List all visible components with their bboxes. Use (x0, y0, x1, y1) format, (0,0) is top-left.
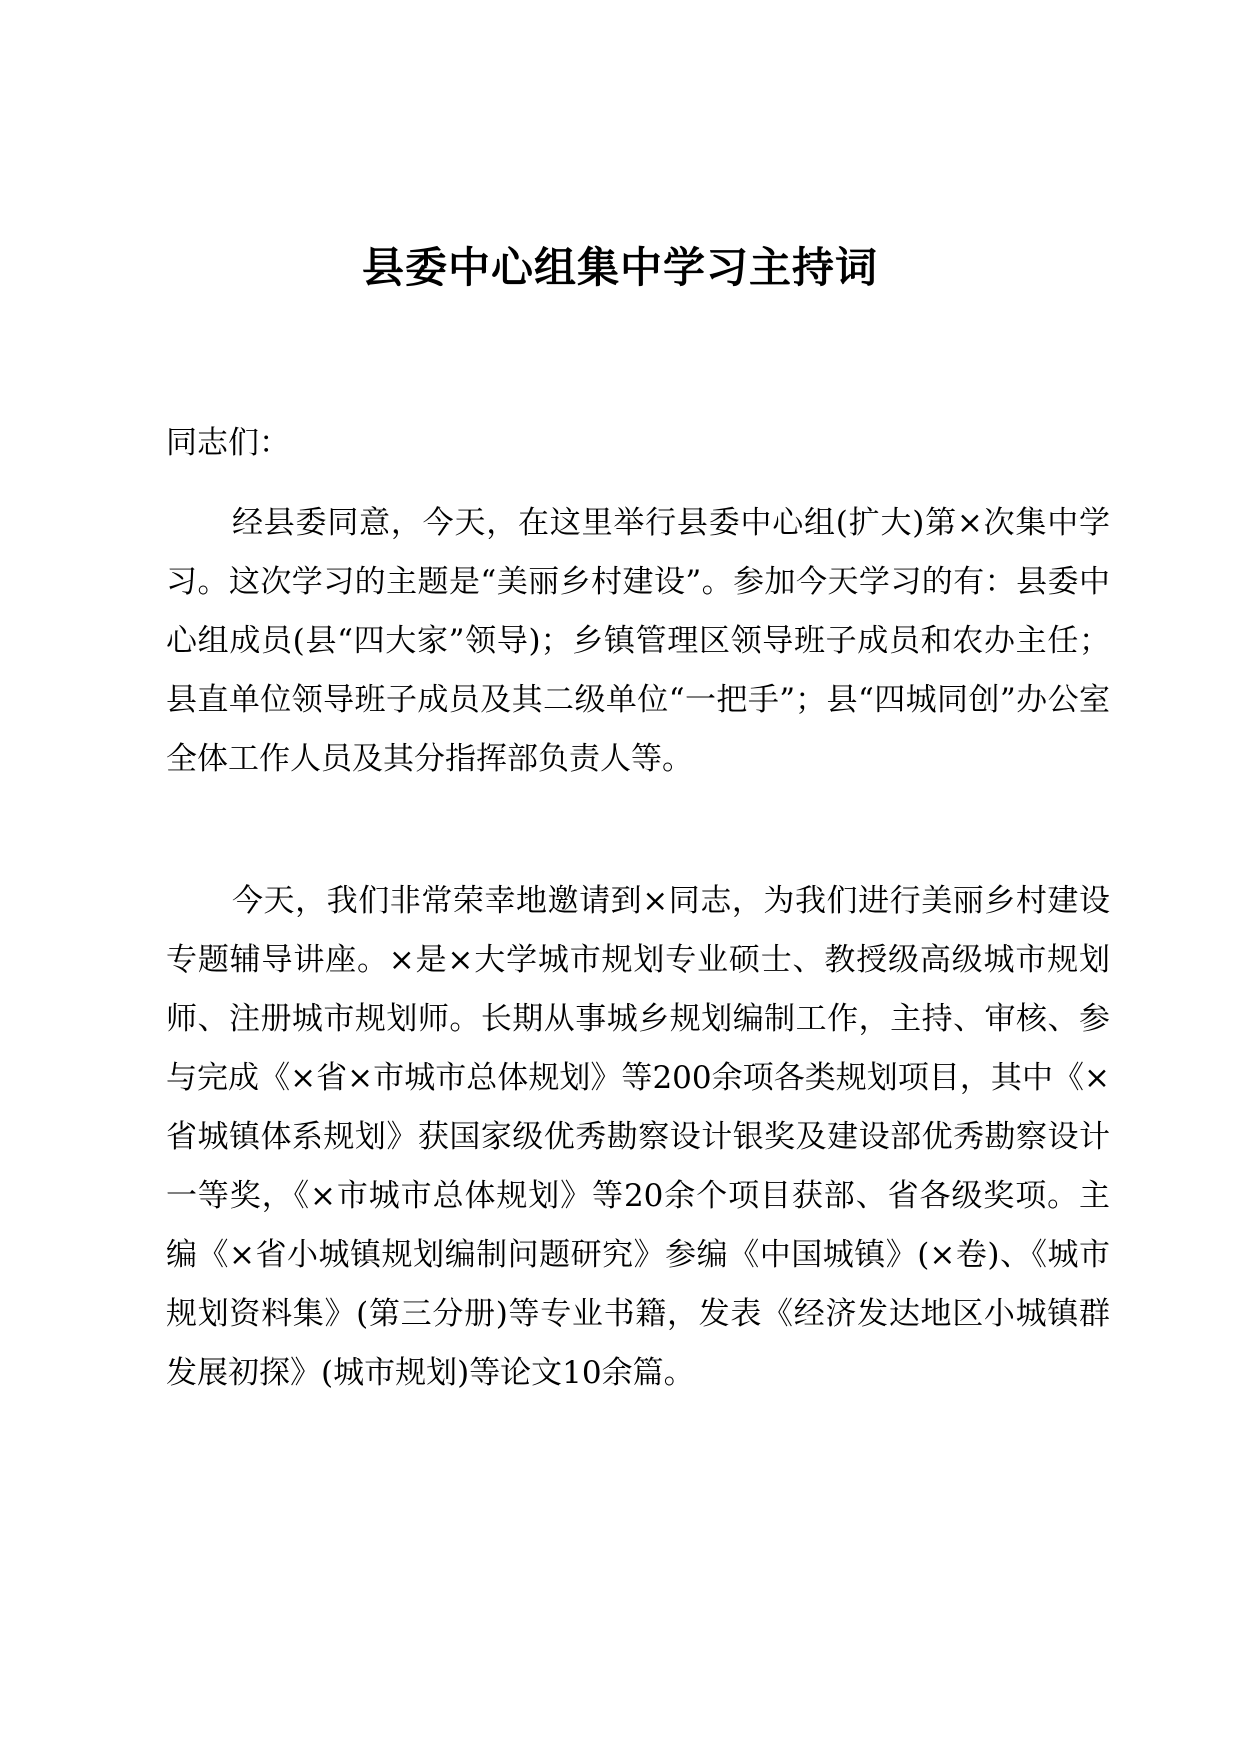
paragraph-1: 经县委同意，今天，在这里举行县委中心组(扩大)第×次集中学习。这次学习的主题是“美丽乡村建设”。参加今天学习的有：县委中心组成员(县“四大家”领导)；乡镇管理区领导班子成员和农办主任；县直单位领导班子成员及其二级单位“一把手”；县“四城同创”办公室全体工作人员及其分指挥部负责人等。 (166, 505, 1110, 777)
document-title: 县委中心组集中学习主持词 (361, 243, 878, 292)
paragraph-2: 今天，我们非常荣幸地邀请到×同志，为我们进行美丽乡村建设专题辅导讲座。×是×大学城市规划专业硕士、教授级高级城市规划师、注册城市规划师。长期从事城乡规划编制工作，主持、审核、参与完成《×省×市城市总体规划》等200余项各类规划项目，其中《×省城镇体系规划》获国家级优秀勘察设计银奖及建设部优秀勘察设计一等奖，《×市城市总体规划》等20余个项目获部、省各级奖项。主编《×省小城镇规划编制问题研究》参编《中国城镇》(×卷)、《城市规划资料集》(第三分册)等专业书籍，发表《经济发达地区小城镇群发展初探》(城市规划)等论文10余篇。 (166, 883, 1110, 1391)
salutation: 同志们： (166, 425, 290, 461)
